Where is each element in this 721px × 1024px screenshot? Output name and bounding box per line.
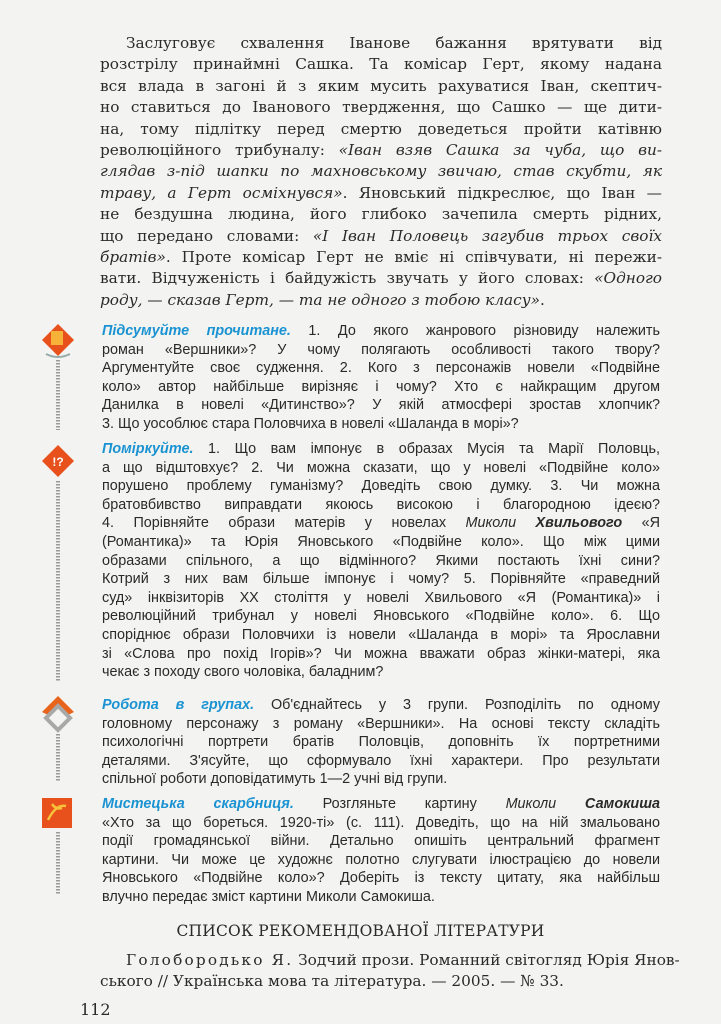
text-segment: головному персонажу з роману «Вершники». На основі тексту складіть (102, 715, 660, 732)
text-line (102, 378, 660, 397)
text-line (100, 33, 662, 54)
text-segment: Котрий з них вам більше імпонує і чому? 5. Порівняйте «праведний (102, 571, 660, 588)
text-line (102, 359, 660, 378)
task-art-treasury (102, 795, 660, 907)
text-segment: . Проте комісар Герт не вміє ні співчувати, ні пережи- (165, 248, 662, 267)
text-segment: Аргументуйте своє судження. 2. Кого з персонажів новели «Подвійне (102, 360, 660, 377)
text-line (102, 795, 660, 814)
text-segment: на, тому підлітку перед смертю доведеться пройти катівню (100, 119, 662, 138)
text-segment: суд» інквізиторів XX століття у новелі Хвильового «Я (Романтика)» і (102, 589, 660, 606)
text-line (102, 341, 660, 360)
text-segment: Заслуговує схвалення Іванове бажання врятувати від (126, 34, 662, 52)
text-segment: «Я (622, 515, 661, 532)
task-group-work (102, 696, 660, 789)
text-line (102, 552, 660, 571)
text-line (102, 696, 660, 715)
text-line (102, 869, 660, 888)
text-segment: коло» автор найбільше вирізняє і чому? Хто є найкращим другом (102, 378, 660, 395)
text-segment: не бездушна людина, його глибоко зачепила смерть рідних, (100, 205, 662, 224)
think-icon-glyph: !? (52, 455, 64, 469)
emphasis-segment: глядав з-під шапки по махновському звичаю, став скубти, як (100, 162, 662, 181)
text-segment: революційного трибуналу: (100, 141, 339, 160)
text-line (102, 851, 660, 870)
text-line (102, 814, 660, 833)
text-line (100, 76, 662, 97)
text-segment: вся влада в загоні й з яким мусить рахуватися Іван, скептич- (100, 76, 662, 95)
emphasis-segment: траву, а Герт осміхнувся» (100, 183, 343, 202)
task-heading: Мистецька скарбниця. (102, 796, 294, 812)
text-line (102, 645, 660, 664)
emphasis-segment: «Одного (594, 269, 662, 288)
group-work-icon (38, 694, 78, 789)
emphasis-segment: «Іван взяв Сашка за чуба, що ви- (338, 141, 663, 160)
emphasis-segment: роду, — сказав Герт, — та не одного з тобою класу» (100, 290, 540, 309)
text-segment: . Яновський підкреслює, що Іван — (342, 183, 662, 202)
text-line (102, 770, 660, 789)
text-segment: революційний трибунал у новелі Яновського «Подвійне коло». 6. Що (102, 608, 660, 625)
text-segment: що передано словами: (100, 226, 313, 245)
task-think (102, 440, 660, 682)
text-segment: картини. Чи може це художнє полотно слугувати ілюстрацією до новели (102, 851, 660, 868)
emphasis-segment: Самокиша (584, 796, 660, 812)
page-number: 112 (80, 1000, 111, 1019)
text-segment: а що відштовхує? 2. Чи можна сказати, що у новелі «Подвійне коло» (102, 459, 660, 476)
text-line (100, 247, 662, 268)
text-segment: . (539, 290, 545, 309)
text-line (102, 832, 660, 851)
text-segment: «Хто за що бореться. 1920-ті» (с. 111). Доведіть, що на ній змальовано (102, 814, 660, 831)
emphasis-segment: братів» (100, 248, 166, 267)
text-segment: вати. Відчуженість і байдужість звучать у його словах: (100, 269, 595, 288)
text-segment: зі «Слова про похід Ігорів»? Чи можна вважати образ жінки-матері, яка (102, 645, 660, 662)
think-question-icon (38, 443, 78, 688)
text-segment: 1. До якого жанрового різновиду належить (290, 323, 660, 339)
text-segment: Яновського «Подвійне коло»? Доберіть із тексту цитату, яка найбільш (102, 870, 660, 887)
task-summarize (102, 322, 660, 434)
text-segment: споріднює образи Половчихи із новели «Шаланда в морі» та Ярославни (102, 626, 660, 643)
emphasis-segment: «І Іван Половець загубив трьох своїх (312, 226, 662, 245)
text-segment: роман «Вершники»? У чому полягають особливості такого твору? (102, 341, 660, 358)
text-line (102, 459, 660, 478)
reference-line-1 (100, 950, 680, 971)
references-list (100, 950, 680, 992)
text-segment: братовбивство виправдати якоюсь високою і благородною ідеєю? (102, 496, 660, 513)
reference-line-2: ського // Українська мова та література. — 2005. — № 33. (100, 972, 564, 990)
text-segment: деталями. З'ясуйте, що сформувало їхні характери. Про результати (102, 752, 660, 769)
text-line (102, 415, 660, 434)
text-line (102, 733, 660, 752)
text-line (100, 161, 662, 182)
text-line (100, 119, 662, 140)
text-line (102, 396, 660, 415)
text-line (102, 477, 660, 496)
text-line (102, 496, 660, 515)
text-segment: 1. Що вам імпонує в образах Мусія та Марії Половць, (193, 441, 660, 457)
text-segment: но ставиться до Іванового твердження, що Сашко — ще дити- (100, 98, 662, 117)
text-line (102, 715, 660, 734)
text-line (100, 183, 662, 204)
art-treasury-icon (38, 796, 78, 901)
reference-author: Голобородько Я. (126, 951, 294, 969)
text-line (100, 54, 662, 75)
text-line (102, 322, 660, 341)
text-segment: психологічні портрети братів Половців, доповніть їх портретними (102, 734, 660, 751)
text-segment: влучно передає зміст картини Миколи Самокиша. (102, 888, 435, 905)
text-line (100, 140, 662, 161)
text-line (102, 570, 660, 589)
emphasis-segment: Хвильового (535, 515, 623, 532)
text-line (100, 226, 662, 247)
text-line (100, 290, 662, 311)
text-line (102, 752, 660, 771)
text-segment: порушено проблему гуманізму? Доведіть свою думку. 3. Чи можна (102, 478, 660, 495)
text-segment: 4. Порівняйте образи матерів у новелах (102, 515, 466, 532)
text-line (102, 888, 660, 907)
text-segment: чекає з походу свого чоловіка, баладним? (102, 664, 384, 681)
text-line (102, 607, 660, 626)
text-segment: розстрілу принаймні Сашка. Та комісар Герт, якому надана (100, 55, 662, 74)
text-line (100, 268, 662, 289)
text-segment: спільної роботи доповідатимуть 1—2 учні від групи. (102, 771, 448, 788)
task-heading: Поміркуйте. (102, 441, 194, 457)
emphasis-segment: Миколи (505, 796, 585, 812)
task-heading: Робота в групах. (102, 697, 255, 713)
task-heading: Підсумуйте прочитане. (102, 323, 291, 339)
references-title: СПИСОК РЕКОМЕНДОВАНОЇ ЛІТЕРАТУРИ (176, 922, 545, 940)
text-line (102, 514, 660, 533)
text-line (102, 626, 660, 645)
text-segment: образами спільного, а що відмінного? Якими постають їхні сини? (102, 552, 660, 569)
text-segment: події громадянської війни. Детально опишіть центральний фрагмент (102, 833, 660, 850)
text-line (100, 204, 662, 225)
text-segment: 3. Що уособлює стара Половчиха в новелі «Шаланда в морі»? (102, 415, 519, 432)
text-line (102, 663, 660, 682)
text-segment: (Романтика)» та Юрія Яновського «Подвійне коло». Що між цими (102, 533, 660, 550)
main-paragraph (100, 33, 662, 311)
summary-book-icon (38, 322, 78, 437)
text-segment: Розгляньте картину (293, 796, 506, 812)
text-line (100, 97, 662, 118)
text-line (102, 533, 660, 552)
reference-title-part: Зодчий прози. Романний світогляд Юрія Янов- (293, 951, 680, 969)
emphasis-segment: Миколи (465, 515, 536, 532)
text-line (102, 589, 660, 608)
text-line (102, 440, 660, 459)
text-segment: Данилка в новелі «Дитинство»? У якій атмосфері зростав хлопчик? (102, 397, 660, 414)
text-segment: Об'єднайтесь у 3 групи. Розподіліть по одному (254, 697, 660, 713)
